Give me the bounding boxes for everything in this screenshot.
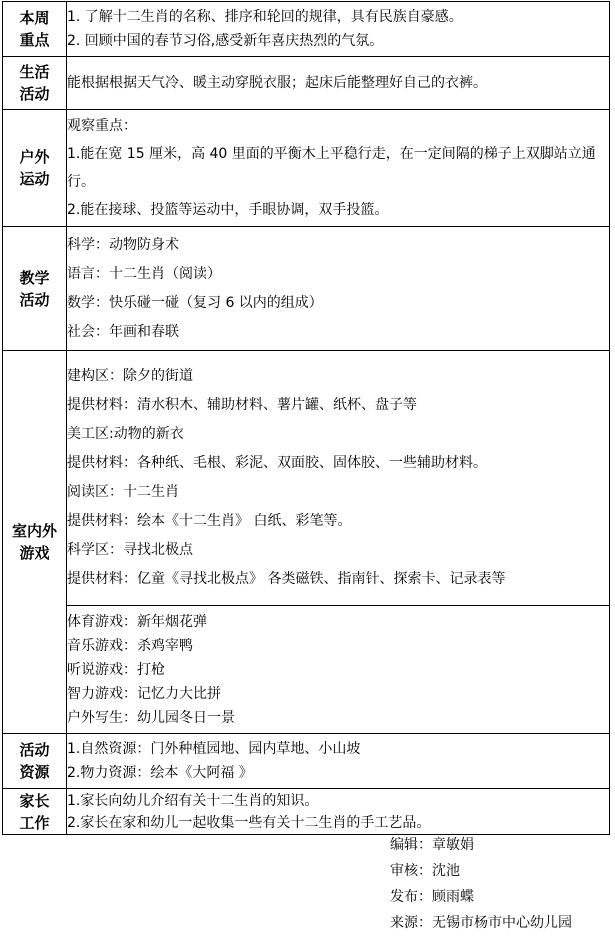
content-line: 美工区:动物的新衣 — [67, 426, 184, 442]
content-line: 提供材料：亿童《寻找北极点》 各类磁铁、指南针、探索卡、记录表等 — [67, 571, 506, 587]
content-line: 观察重点： — [67, 118, 137, 134]
credits-footer — [390, 832, 572, 936]
row-weekly-focus — [3, 2, 610, 57]
row-label — [3, 110, 67, 227]
content-line: 提供材料：清水积木、辅助材料、薯片罐、纸杯、盘子等 — [67, 397, 417, 413]
row-daily-life — [3, 57, 610, 110]
publisher-credit: 发布：顾雨蝶 — [390, 889, 474, 905]
row-label — [3, 2, 67, 57]
content-line: 1.自然资源：门外种植园地、园内草地、小山坡 — [67, 741, 361, 757]
row-label — [3, 57, 67, 110]
weekly-plan-table — [2, 1, 610, 835]
content-line: 提供材料：绘本《十二生肖》 白纸、彩笔等。 — [67, 513, 352, 529]
row-outdoor-sports — [3, 110, 610, 227]
row-label — [3, 789, 67, 835]
label-line: 家长 — [19, 791, 50, 810]
content-line: 1.家长向幼儿介绍有关十二生肖的知识。 — [67, 792, 319, 809]
row-teaching — [3, 227, 610, 351]
content-line: 提供材料：各种纸、毛根、彩泥、双面胶、固体胶、一些辅助材料。 — [67, 455, 487, 471]
label-line: 重点 — [19, 31, 50, 49]
label-line: 活动 — [19, 741, 50, 759]
row-content-games — [67, 606, 610, 734]
label-line: 工作 — [19, 813, 50, 832]
label-line: 户外 — [19, 148, 50, 166]
label-line: 室内外 — [11, 522, 57, 540]
label-line: 活动 — [19, 290, 50, 309]
content-line: 2. 回顾中国的春节习俗,感受新年喜庆热烈的气氛。 — [67, 33, 384, 49]
content-line: 音乐游戏：杀鸡宰鸭 — [67, 637, 193, 654]
row-parents — [3, 789, 610, 835]
label-line: 活动 — [19, 85, 50, 103]
row-content — [67, 57, 610, 110]
row-content — [67, 789, 610, 835]
row-content — [67, 110, 610, 227]
row-label — [3, 734, 67, 789]
content-line: 语言：十二生肖（阅读） — [67, 265, 221, 282]
row-label — [3, 227, 67, 351]
label-line: 运动 — [19, 170, 50, 188]
content-line: 2.家长在家和幼儿一起收集一些有关十二生肖的手工艺品。 — [67, 814, 431, 831]
content-line: 科学区：寻找北极点 — [67, 542, 193, 558]
content-line: 社会：年画和春联 — [67, 323, 179, 340]
content-line: 体育游戏：新年烟花弹 — [67, 613, 207, 630]
label-line: 生活 — [19, 63, 50, 81]
row-content — [67, 734, 610, 789]
content-line: 1. 了解十二生肖的名称、排序和轮回的规律，具有民族自豪感。 — [67, 9, 463, 25]
label-line: 本周 — [19, 9, 50, 27]
content-line: 阅读区：十二生肖 — [67, 484, 179, 500]
content-line: 1.能在宽 15 厘米，高 40 里面的平衡木上平稳行走，在一定间隔的梯子上双脚站立通行。 — [67, 146, 596, 190]
content-line: 2.能在接球、投篮等运动中，手眼协调，双手投篮。 — [67, 202, 389, 218]
content-line: 数学：快乐碰一碰（复习 6 以内的组成） — [67, 294, 323, 311]
row-content-areas — [67, 351, 610, 606]
content-line: 听说游戏：打枪 — [67, 661, 165, 678]
row-games-list — [3, 606, 610, 734]
label-line: 教学 — [19, 268, 50, 287]
content-line: 能根据根据天气冷、暖主动穿脱衣服；起床后能整理好自己的衣裤。 — [67, 75, 487, 91]
label-line: 游戏 — [19, 544, 50, 562]
label-line: 资源 — [19, 763, 50, 781]
editor-credit: 编辑：章敏娟 — [390, 837, 474, 853]
content-line: 户外写生：幼儿园冬日一景 — [67, 709, 235, 726]
row-resources — [3, 734, 610, 789]
row-label — [3, 351, 67, 734]
row-games-areas — [3, 351, 610, 606]
content-line: 科学：动物防身术 — [67, 236, 179, 253]
content-line: 2.物力资源：绘本《大阿福 》 — [67, 765, 253, 781]
content-line: 智力游戏：记忆力大比拼 — [67, 685, 221, 702]
source-credit: 来源：无锡市杨市中心幼儿园 — [390, 915, 572, 931]
content-line: 建构区：除夕的街道 — [67, 368, 193, 384]
row-content — [67, 2, 610, 57]
reviewer-credit: 审核：沈池 — [390, 863, 460, 879]
row-content — [67, 227, 610, 351]
